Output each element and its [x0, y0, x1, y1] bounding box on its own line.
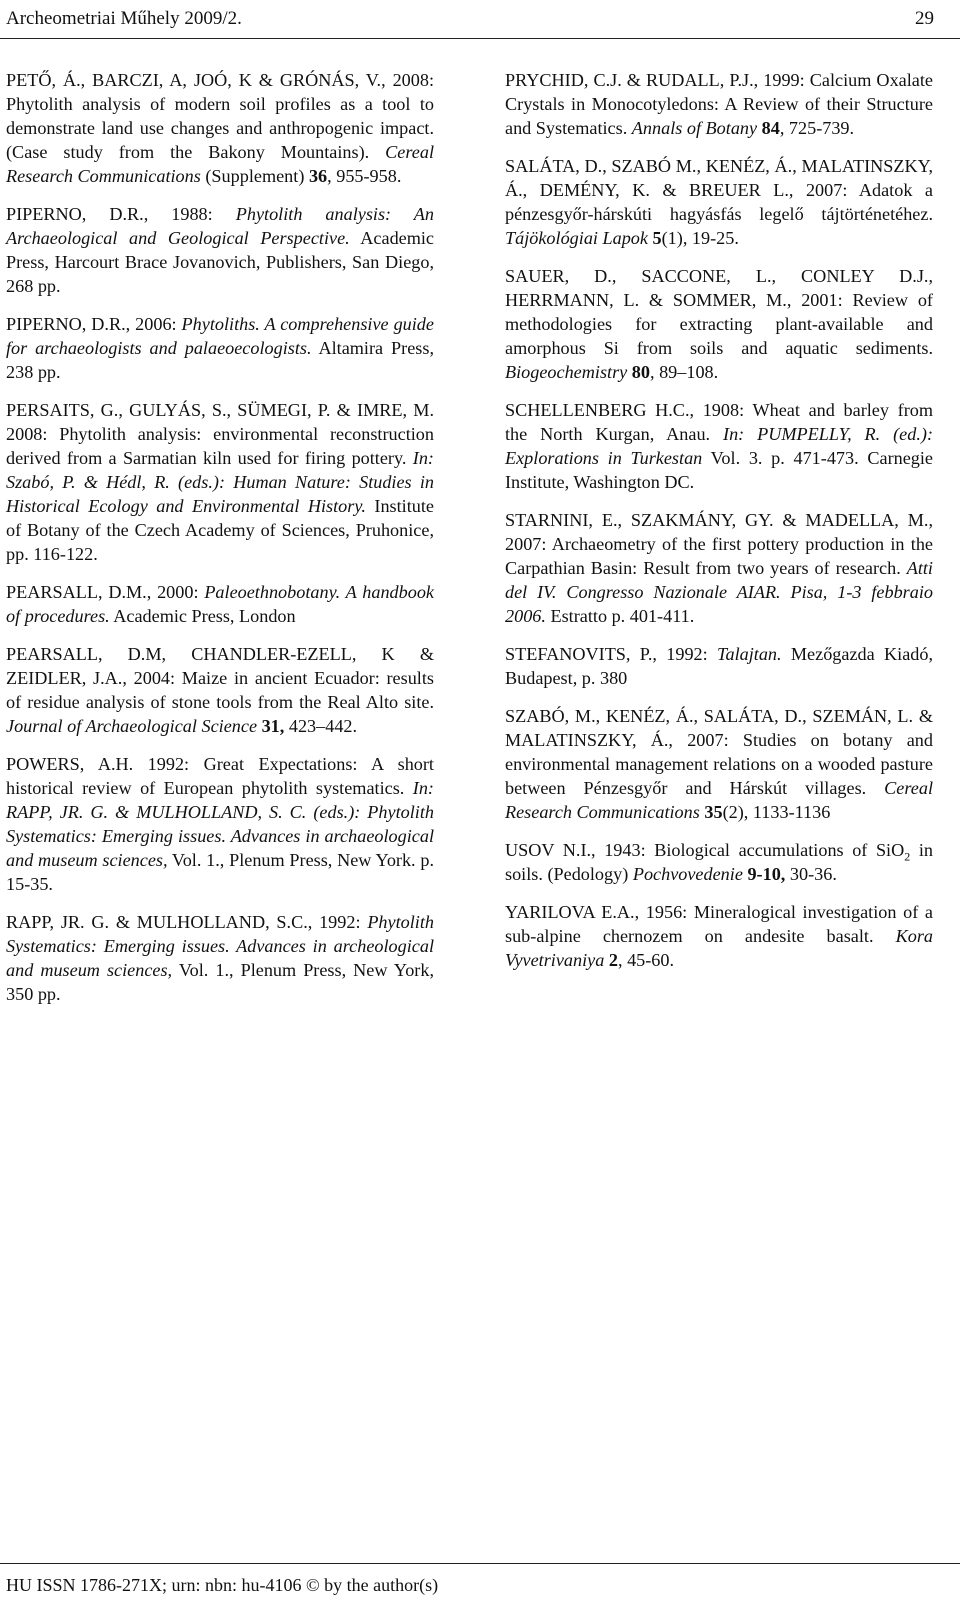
reference-usov-1943: USOV N.I., 1943: Biological accumulations of SiO$_2$ in soils. (Pedology) Pochvovedenie 9-10, 30-36.	[505, 840, 933, 884]
left-column	[6, 68, 434, 1020]
reference-peto-2008: PETŐ, Á., BARCZI, A, JOÓ, K & GRÓNÁS, V., 2008: Phytolith analysis of modern soil profiles as a tool to demonstrate land use changes and anthropogenic impact. (Case study from the Bakony Mountains). Cereal Research Communications (Supplement) 36, 955-958.	[6, 70, 434, 186]
reference-persaits-2008: PERSAITS, G., GULYÁS, S., SÜMEGI, P. & IMRE, M. 2008: Phytolith analysis: environmental reconstruction derived from a Sarmatian kiln used for firing pottery. In: Szabó, P. & Hédl, R. (eds.): Human Nature: Studies in Historical Ecology and Environmental History. Institute of Botany of the Czech Academy of Sciences, Pruhonice, pp. 116-122.	[6, 400, 434, 564]
reference-sauer-2001: SAUER, D., SACCONE, L., CONLEY D.J., HERRMANN, L. & SOMMER, M., 2001: Review of methodologies for extracting plant-available and amorphous Si from soils and aquatic sediments. Biogeochemistry 80, 89–108.	[505, 266, 933, 382]
header-rule	[0, 38, 960, 39]
journal-title: Archeometriai Műhely 2009/2.	[6, 8, 242, 29]
right-column	[505, 68, 933, 986]
reference-pearsall-2004: PEARSALL, D.M, CHANDLER-EZELL, K & ZEIDLER, J.A., 2004: Maize in ancient Ecuador: results of residue analysis of stone tools from the Real Alto site. Journal of Archaeological Science 31, 423–442.	[6, 644, 434, 736]
running-header	[0, 0, 960, 44]
reference-starnini-2007: STARNINI, E., SZAKMÁNY, GY. & MADELLA, M., 2007: Archaeometry of the first pottery production in the Carpathian Basin: Result from two years of research. Atti del IV. Congresso Nazionale AIAR. Pisa, 1-3 febbraio 2006. Estratto p. 401-411.	[505, 510, 933, 626]
page-footer	[0, 1563, 960, 1605]
reference-piperno-2006: PIPERNO, D.R., 2006: Phytoliths. A comprehensive guide for archaeologists and palaeoecologists. Altamira Press, 238 pp.	[6, 314, 434, 382]
issn-line: HU ISSN 1786-271X; urn: nbn: hu-4106 © by the author(s)	[6, 1575, 439, 1595]
reference-pearsall-2000: PEARSALL, D.M., 2000: Paleoethnobotany. A handbook of procedures. Academic Press, London	[6, 582, 434, 626]
footer-rule	[0, 1563, 960, 1564]
reference-piperno-1988: PIPERNO, D.R., 1988: Phytolith analysis: An Archaeological and Geological Perspective. Academic Press, Harcourt Brace Jovanovich, Publishers, San Diego, 268 pp.	[6, 204, 435, 296]
reference-yarilova-1956: YARILOVA E.A., 1956: Mineralogical investigation of a sub-alpine chernozem on andesite basalt. Kora Vyvetrivaniya 2, 45-60.	[505, 902, 933, 970]
reference-szabo-2007: SZABÓ, M., KENÉZ, Á., SALÁTA, D., SZEMÁN, L. & MALATINSZKY, Á., 2007: Studies on botany and environmental management relations on a wooded pasture between Pénzesgyőr and Hárskút villages. Cereal Research Communications 35(2), 1133-1136	[505, 706, 933, 822]
reference-powers-1992: POWERS, A.H. 1992: Great Expectations: A short historical review of European phytolith systematics. In: RAPP, JR. G. & MULHOLLAND, S. C. (eds.): Phytolith Systematics: Emerging issues. Advances in archaeological and museum sciences, Vol. 1., Plenum Press, New York. p. 15-35.	[6, 754, 434, 894]
page-number: 29	[915, 8, 934, 29]
reference-schellenberg-1908: SCHELLENBERG H.C., 1908: Wheat and barley from the North Kurgan, Anau. In: PUMPELLY, R. (ed.): Explorations in Turkestan Vol. 3. p. 471-473. Carnegie Institute, Washington DC.	[505, 400, 934, 492]
reference-rapp-1992: RAPP, JR. G. & MULHOLLAND, S.C., 1992: Phytolith Systematics: Emerging issues. Advances in archeological and museum sciences, Vol. 1., Plenum Press, New York, 350 pp.	[6, 912, 434, 1004]
reference-prychid-1999: PRYCHID, C.J. & RUDALL, P.J., 1999: Calcium Oxalate Crystals in Monocotyledons: A Review of their Structure and Systematics. Annals of Botany 84, 725-739.	[505, 70, 933, 138]
reference-stefanovits-1992: STEFANOVITS, P., 1992: Talajtan. Mezőgazda Kiadó, Budapest, p. 380	[505, 644, 933, 688]
reference-salata-2007: SALÁTA, D., SZABÓ M., KENÉZ, Á., MALATINSZKY, Á., DEMÉNY, K. & BREUER L., 2007: Adatok a pénzesgyőr-hárskúti hagyásfás legelő tájtörténetéhez. Tájökológiai Lapok 5(1), 19-25.	[505, 156, 933, 248]
